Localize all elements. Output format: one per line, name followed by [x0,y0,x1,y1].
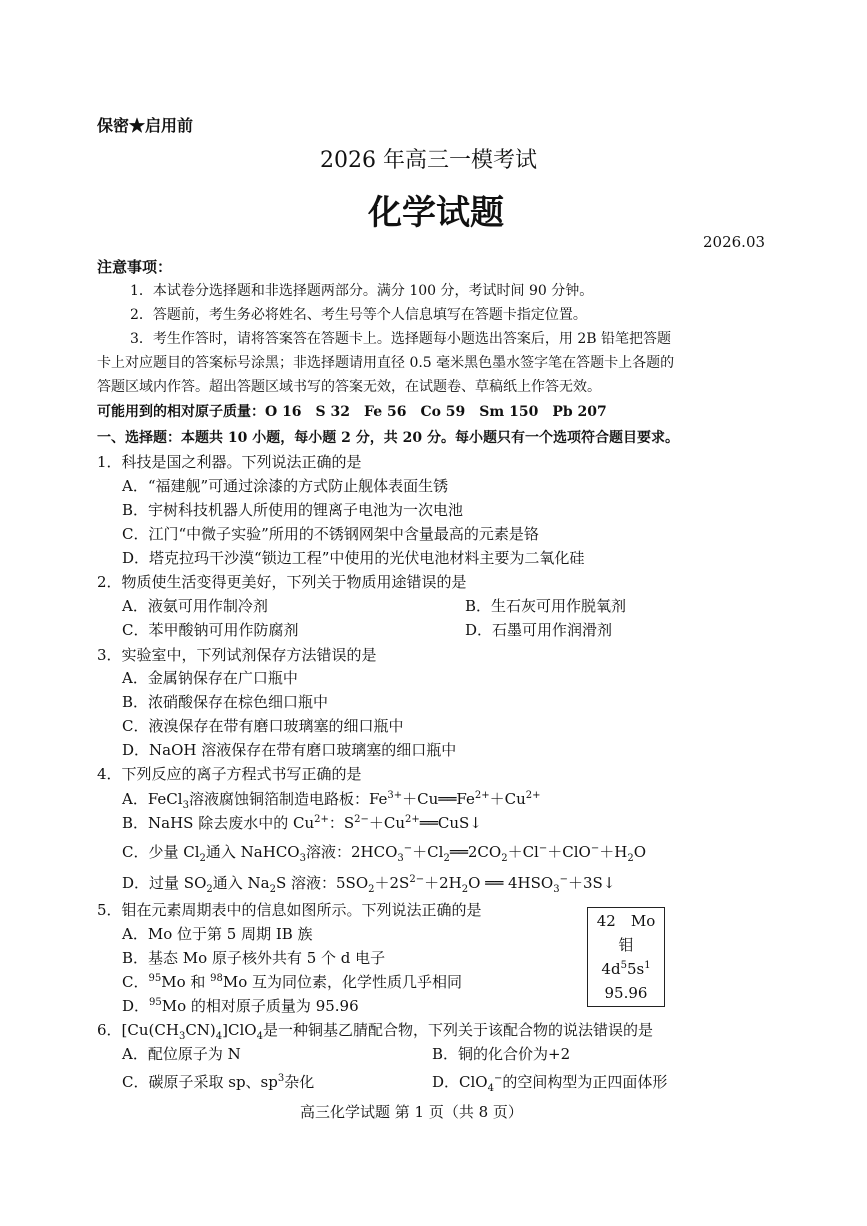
note-3b: 卡上对应题目的答案标号涂黑；非选择题请用直径 0.5 毫米黑色墨水签字笔在答题卡上各题的 [97,355,675,371]
config-5s: 5s [626,960,645,978]
note-3a: 3．考生作答时，请将答案答在答题卡上。选择题每小题选出答案后，用 2B 铅笔把答题 [130,331,672,347]
q5c-m2: Mo 互为同位素，化学性质几乎相同 [222,973,463,991]
question-5-option-d: D．$^{95}$Mo 的相对原子质量为 95.96 [122,997,359,1015]
q4a-pre: A．FeCl [122,790,183,808]
question-6-stem: 6．$[Cu(CH_3CN)_4]ClO_4$是一种铜基乙腈配合物，下列关于该配合物的说法错误的是 [97,1021,653,1042]
q4a-eq: ＋Cu══Fe [402,790,475,808]
question-3-option-a: A．金属钠保存在广口瓶中 [122,669,298,687]
q6-end: 是一种铜基乙腈配合物，下列关于该配合物的说法错误的是 [262,1021,653,1039]
question-2-option-c: C．苯甲酸钠可用作防腐剂 [122,621,299,639]
q4c-pre: C．少量 Cl [122,843,200,861]
q4d-mid2: S 溶液：5SO [275,874,369,892]
q4d-pre: D．过量 SO [122,874,207,892]
q4b-pre: B．NaHS 除去废水中的 Cu [122,814,315,832]
q4d-eq: ＋2S [374,874,410,892]
q5d-pre: D． [122,997,150,1015]
question-4-option-d: D．过量 $SO_2$通入 $Na_2S$ 溶液：$5SO_2+2S^{2-}+2H_2O$ ══ $4HSO_3^-+3S↓$ [122,874,616,895]
question-5-option-a: A．Mo 位于第 5 周期 IB 族 [122,925,313,943]
q4c-eq: ＋Cl [412,843,444,861]
page-footer: 高三化学试题 第 1 页（共 8 页） [300,1103,523,1121]
q4d-eq3: O ══ 4HSO [468,874,554,892]
note-3c: 答题区域内作答。超出答题区域书写的答案无效，在试题卷、草稿纸上作答无效。 [97,379,601,395]
note-2: 2．答题前，考生务必将姓名、考生号等个人信息填写在答题卡指定位置。 [130,307,587,323]
q4c-o: O [633,843,646,861]
q4a-mid: 溶液腐蚀铜箔制造电路板：Fe [188,790,388,808]
q6-pre: 6．[Cu(CH [97,1021,179,1039]
question-1-option-c: C．江门“中微子实验”所用的不锈钢网架中含量最高的元素是铬 [122,525,539,543]
atomic-masses: 可能用到的相对原子质量：O 16 S 32 Fe 56 Co 59 Sm 150 Pb 207 [97,404,607,420]
question-1-option-a: A．“福建舰”可通过涂漆的方式防止舰体表面生锈 [122,477,449,495]
q6d-end: 的空间构型为正四面体形 [502,1073,668,1091]
question-4-option-b: B．NaHS 除去废水中的 $Cu^{2+}$：$S^{2-}+Cu^{2+}══CuS↓$ [122,814,482,832]
q4c-mid2: 溶液：2HCO [305,843,398,861]
q6-mid2: ]ClO [222,1021,257,1039]
q4c-eq3: ＋Cl [507,843,539,861]
notes-heading: 注意事项： [97,258,173,276]
question-5-stem: 5．钼在元素周期表中的信息如图所示。下列说法正确的是 [97,901,482,919]
q4d-eq2: ＋2H [424,874,462,892]
q4a-end: ＋Cu [489,790,526,808]
element-number-symbol: 42 Mo [596,912,656,930]
question-4-stem: 4．下列反应的离子方程式书写正确的是 [97,765,362,783]
exam-date: 2026.03 [703,233,766,251]
element-config: $4d^55s^1$ [601,960,651,978]
question-6-option-d: D．ClO$_4$−的空间构型为正四面体形 [432,1073,668,1094]
element-name: 钼 [618,936,634,954]
question-3-option-d: D．NaOH 溶液保存在带有磨口玻璃塞的细口瓶中 [122,741,457,759]
element-mass: 95.96 [604,984,648,1002]
question-1-option-d: D．塔克拉玛干沙漠“锁边工程”中使用的光伏电池材料主要为二氧化硅 [122,549,585,567]
q4c-mid: 通入 NaHCO [205,843,300,861]
q5d-m: Mo 的相对原子质量为 95.96 [161,997,359,1015]
question-5-option-c: C．$^{95}$Mo 和 $^{98}$Mo 互为同位素，化学性质几乎相同 [122,973,463,991]
q5c-m1: Mo 和 [161,973,211,991]
q5c-pre: C． [122,973,149,991]
q4c-eq4: ＋ClO [547,843,591,861]
question-4-option-c: C．少量 $Cl_2$通入 NaHCO$_3$溶液：$2HCO_3^-+Cl_2══2CO_2+Cl^-+ClO^-+H_2O$ [122,843,646,864]
confidential-mark: 保密★启用前 [97,116,194,135]
q6d-pre: D．ClO [432,1073,488,1091]
question-2-option-d: D．石墨可用作润滑剂 [465,621,613,639]
question-2-option-b: B．生石灰可用作脱氧剂 [465,597,627,615]
question-5-option-b: B．基态 Mo 原子核外共有 5 个 d 电子 [122,949,386,967]
question-1-option-b: B．宇树科技机器人所使用的锂离子电池为一次电池 [122,501,464,519]
subject-title: 化学试题 [368,193,504,233]
q4c-end: ＋H [599,843,628,861]
question-2-stem: 2．物质使生活变得更美好，下列关于物质用途错误的是 [97,573,467,591]
q6-mid: CN) [185,1021,216,1039]
q4c-eq2: ══2CO [449,843,502,861]
question-6-option-a: A．配位原子为 N [122,1045,241,1063]
section-heading: 一、选择题：本题共 10 小题，每小题 2 分，共 20 分。每小题只有一个选项符合题目要求。 [97,430,679,446]
question-3-option-b: B．浓硝酸保存在棕色细口瓶中 [122,693,329,711]
question-6-option-c: C．碳原子采取 sp、$sp^3$杂化 [122,1073,315,1091]
exam-title: 2026 年高三一模考试 [320,148,537,173]
q6c-pre: C．碳原子采取 sp、sp [122,1073,278,1091]
q6c-end: 杂化 [284,1073,315,1091]
question-3-stem: 3．实验室中，下列试剂保存方法错误的是 [97,646,377,664]
q4b-eq: ＋Cu [368,814,406,832]
molybdenum-element-card [587,907,665,1007]
question-2-option-a: A．液氨可用作制冷剂 [122,597,268,615]
q4d-mid: 通入 Na [212,874,270,892]
q4d-end: ＋3S↓ [567,874,616,892]
question-6-option-b: B．铜的化合价为+2 [432,1045,571,1063]
config-4d: 4d [601,960,621,978]
question-4-option-a: A．FeCl$_3$溶液腐蚀铜箔制造电路板：$Fe^{3+}+Cu══Fe^{2+}+Cu^{2+}$ [122,790,541,811]
q4b-end: ══CuS↓ [419,814,482,832]
note-1: 1．本试卷分选择题和非选择题两部分。满分 100 分，考试时间 90 分钟。 [130,283,594,299]
question-3-option-c: C．液溴保存在带有磨口玻璃塞的细口瓶中 [122,717,404,735]
q4b-mid: ：S [328,814,355,832]
question-1-stem: 1．科技是国之利器。下列说法正确的是 [97,453,362,471]
